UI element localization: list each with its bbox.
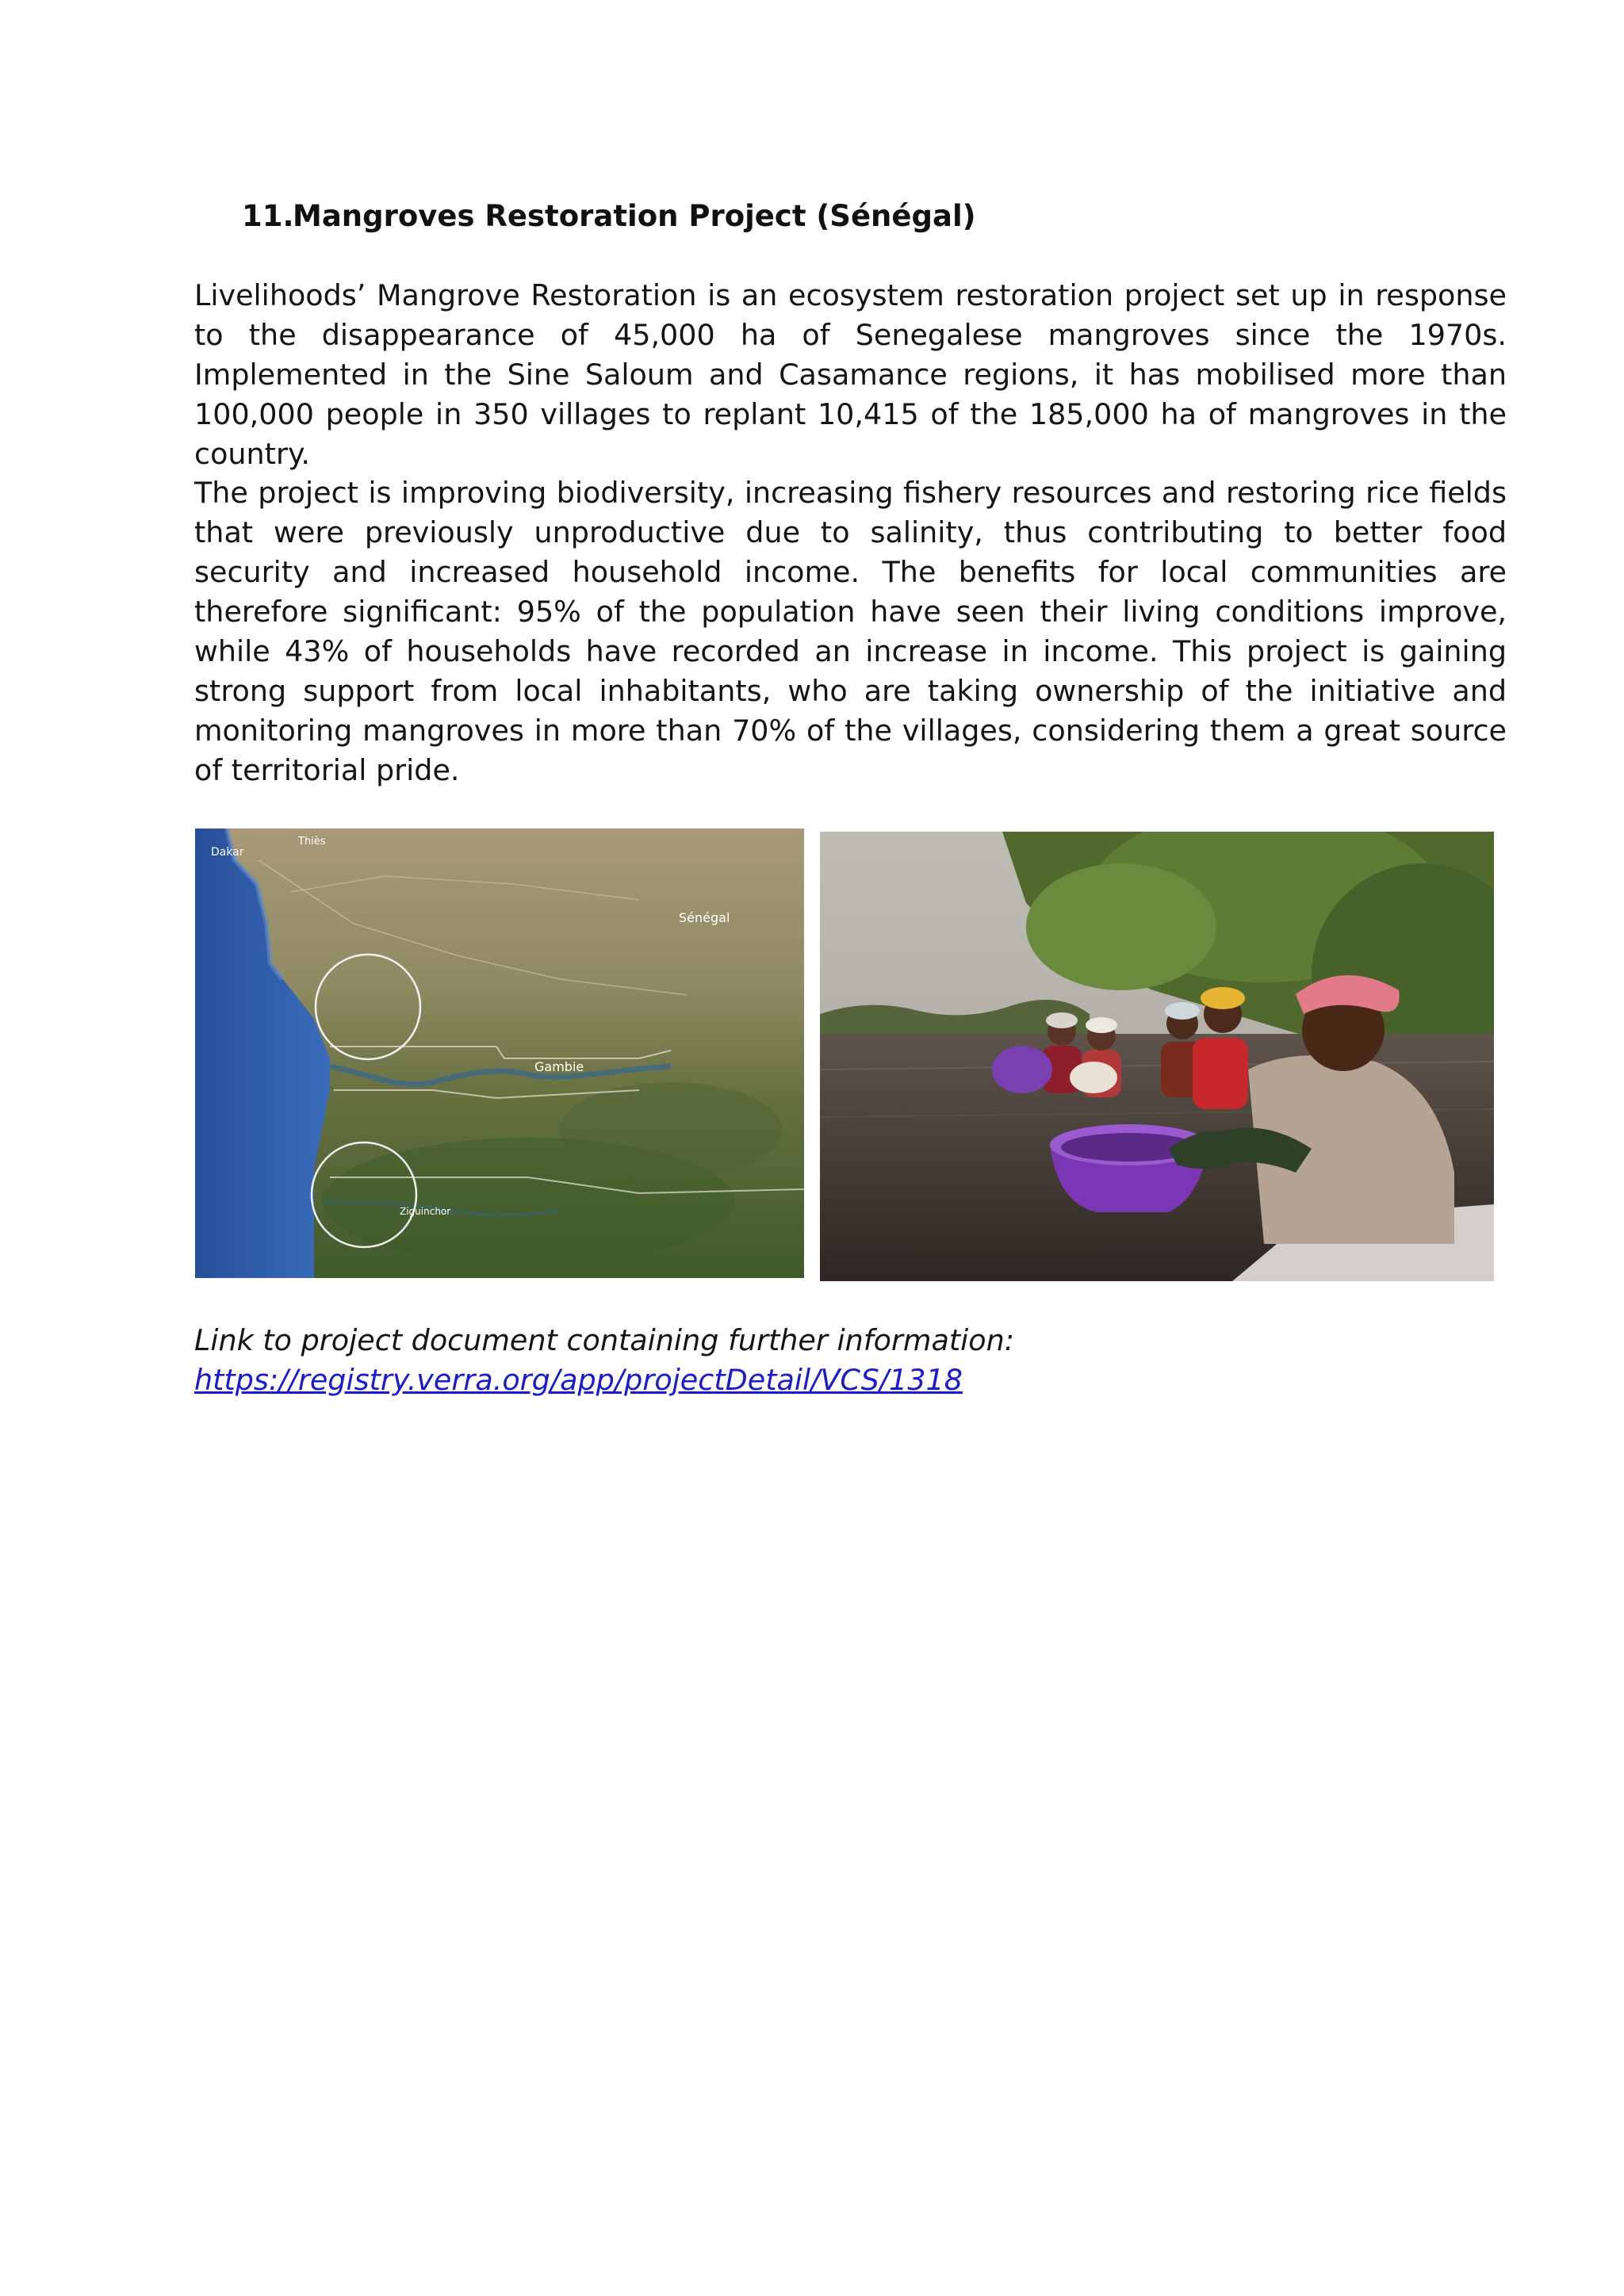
project-document-link[interactable]: https://registry.verra.org/app/projectDetail/VCS/1318 bbox=[194, 1363, 963, 1397]
paragraph-intro: Livelihoods’ Mangrove Restoration is an ecosystem restoration project set up in response to the disappearance of 45,000 ha of Senegalese mangroves since the 1970s. Implemented in the Sine Saloum and Casamance regions, it has mobilised more than 100,000 people in 350 villages to replant 10,415 of the 185,000 ha of mangroves in the country. bbox=[194, 278, 1507, 471]
map-label-thies: Thiès bbox=[298, 836, 326, 848]
paragraph-benefits: The project is improving biodiversity, increasing fishery resources and restoring rice fields that were previously unproductive due to salinity, thus contributing to better food security and increased household income. The benefits for local communities are therefore significant: 95% of the population have seen their living conditions improve, while 43% of households have recorded an increase in income. This project is gaining strong support from local inhabitants, who are taking ownership of the initiative and monitoring mangroves in more than 70% of the villages, considering them a great source of territorial pride. bbox=[194, 476, 1507, 787]
link-caption: Link to project document containing further information: bbox=[194, 1323, 1015, 1357]
map-label-senegal: Sénégal bbox=[679, 910, 730, 925]
section-title: Mangroves Restoration Project (Sénégal) bbox=[293, 199, 976, 233]
section-number: 11. bbox=[242, 199, 294, 233]
map-label-gambie: Gambie bbox=[534, 1059, 584, 1074]
mangrove-planting-photo bbox=[820, 832, 1494, 1281]
section-heading bbox=[242, 197, 1352, 236]
map-label-ziguinchor: Ziguinchor bbox=[400, 1206, 451, 1217]
satellite-map-image bbox=[195, 828, 804, 1278]
map-label-dakar: Dakar bbox=[211, 846, 244, 859]
